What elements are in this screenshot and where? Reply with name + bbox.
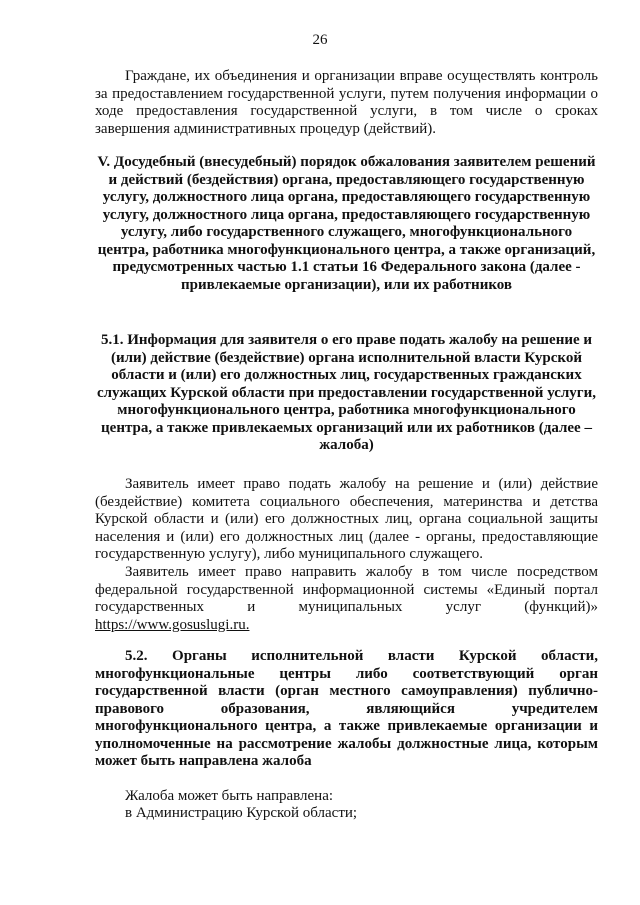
paragraph-portal-text: Заявитель имеет право направить жалобу в том числе посредством федеральной государственной информационной системы «Единый портал государственных и муниципальных услуг (функций)» [95,564,598,615]
paragraph-complaint-may-be-sent: Жалоба может быть направлена: [125,788,334,804]
paragraph-administration: в Администрацию Курской области; [125,805,358,821]
paragraph-citizens-control: Граждане, их объединения и организации вправе осуществлять контроль за предоставлением государственной услуги, путем получения информации о ходе предоставления государственной услуги, в том числе о сроках завершения административных процедур (действий). [95,68,598,137]
paragraph-right-to-complain: Заявитель имеет право подать жалобу на решение и (или) действие (бездействие) комитета социального обеспечения, материнства и детства Курской области и (или) его должностных лиц, органа социальной защиты населения и (или) его должностных лиц (далее - органы, предоставляющие государственную услугу), либо муниципального служащего. [95,476,598,562]
section-5-1-heading: 5.1. Информация для заявителя о его праве подать жалобу на решение и (или) действие (бездействие) органа исполнительной власти Курской области и (или) его должностных лиц, государственных гражданских служащих Курской области при предоставлении государственной услуги, многофункционального центра, работника многофункционального центра, а также привлекаемых организаций или их работников (далее – жалоба) [96,332,597,453]
paragraph-portal [95,564,598,634]
section-5-2-heading: 5.2. Органы исполнительной власти Курской области, многофункциональные центры либо соответствующий орган государственной власти (орган местного самоуправления) публично-правового образования, являющийся учредителем многофункционального центра, а также привлекаемые организации и уполномоченные на рассмотрение жалобы должностные лица, которым может быть направлена жалоба [95,648,598,769]
section-5-heading: V. Досудебный (внесудебный) порядок обжалования заявителем решений и действий (бездействия) органа, предоставляющего государственную услугу, должностного лица органа, предоставляющего государственную услугу, должностного лица органа, предоставляющего государственную услугу, либо государственного служащего, многофункционального центра, работника многофункционального центра, а также организаций, предусмотренных частью 1.1 статьи 16 Федерального закона (далее - привлекаемые организации), или их работников [97,154,596,293]
page-number: 26 [312,32,328,48]
gosuslugi-link[interactable]: https://www.gosuslugi.ru. [95,616,250,633]
